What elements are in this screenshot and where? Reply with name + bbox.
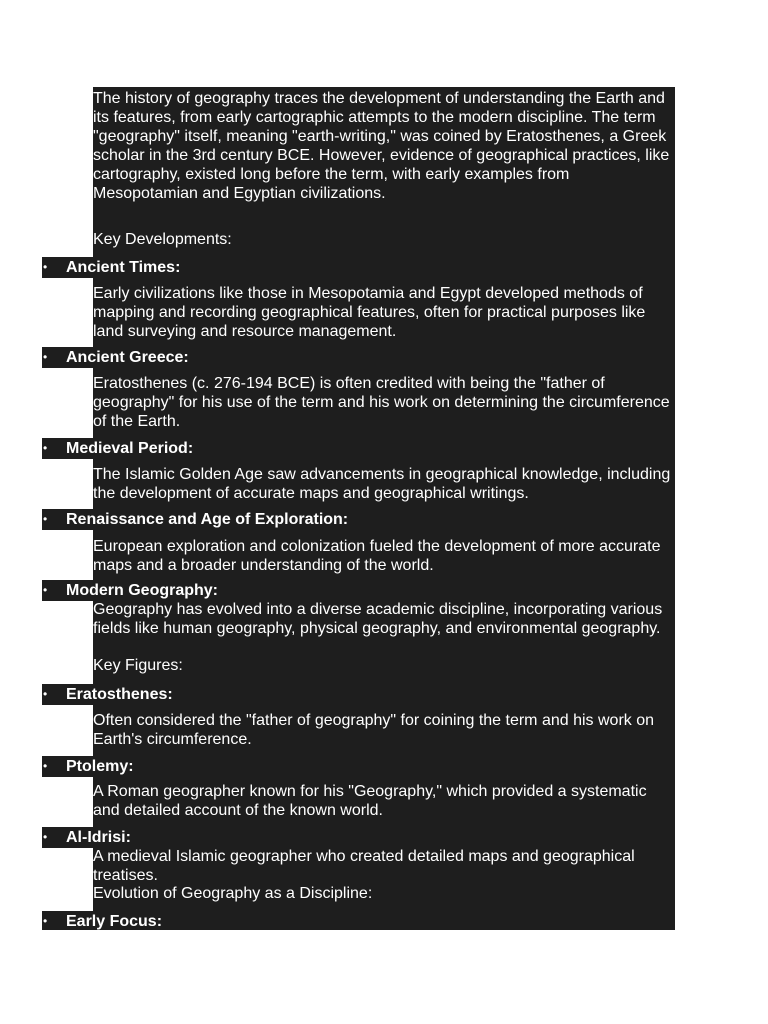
evolution-label: Evolution of Geography as a Discipline: — [93, 885, 373, 902]
heading-medieval-period: Medieval Period: — [66, 440, 194, 457]
key-developments-label: Key Developments: — [93, 231, 232, 248]
bullet-icon: • — [43, 260, 48, 274]
paragraph-ancient-times: Early civilizations like those in Mesopotamia and Egypt developed methods of mapping and recording geographical features, often for practical purposes like land surveying and resource management. — [93, 285, 646, 340]
key-figures-label: Key Figures: — [93, 657, 183, 674]
heading-ancient-greece: Ancient Greece: — [66, 349, 189, 366]
paragraph-ancient-greece: Eratosthenes (c. 276-194 BCE) is often credited with being the "father of geography" for his use of the term and his work on determining the circumference of the Earth. — [93, 375, 670, 430]
heading-ptolemy: Ptolemy: — [66, 758, 134, 775]
bullet-icon: • — [43, 512, 48, 526]
bullet-icon: • — [43, 759, 48, 773]
paragraph-eratosthenes: Often considered the "father of geography" for coining the term and his work on Earth's circumference. — [93, 712, 655, 748]
paragraph-modern-geography: Geography has evolved into a diverse academic discipline, incorporating various fields like human geography, physical geography, and environmental geography. — [93, 601, 663, 637]
bullet-icon: • — [43, 350, 48, 364]
paragraph-ptolemy: A Roman geographer known for his "Geography," which provided a systematic and detailed account of the known world. — [93, 783, 647, 819]
bullet-icon: • — [43, 830, 48, 844]
heading-modern-geography: Modern Geography: — [66, 582, 219, 599]
bullet-icon: • — [43, 914, 48, 928]
heading-al-idrisi: Al-Idrisi: — [66, 829, 131, 846]
heading-ancient-times: Ancient Times: — [66, 259, 181, 276]
heading-eratosthenes: Eratosthenes: — [66, 686, 173, 703]
bullet-icon: • — [43, 583, 48, 597]
intro-paragraph: The history of geography traces the development of understanding the Earth and its features, from early cartographic attempts to the modern discipline. The term "geography" itself, meaning "earth-writing," was coined by Eratosthenes, a Greek scholar in the 3rd century BCE. However, evidence of geographical practices, like cartography, existed long before the term, with early examples from Mesopotamian and Egyptian civilizations. — [93, 90, 670, 202]
heading-bar — [42, 827, 675, 848]
heading-renaissance: Renaissance and Age of Exploration: — [66, 511, 349, 528]
paragraph-renaissance: European exploration and colonization fueled the development of more accurate maps and a broader understanding of the world. — [93, 538, 661, 574]
paragraph-medieval-period: The Islamic Golden Age saw advancements in geographical knowledge, including the development of accurate maps and geographical writings. — [93, 466, 671, 502]
heading-early-focus: Early Focus: — [66, 913, 163, 930]
bullet-icon: • — [43, 687, 48, 701]
heading-bar — [42, 756, 675, 777]
bullet-icon: • — [43, 441, 48, 455]
paragraph-al-idrisi: A medieval Islamic geographer who created detailed maps and geographical treatises. — [93, 848, 635, 884]
